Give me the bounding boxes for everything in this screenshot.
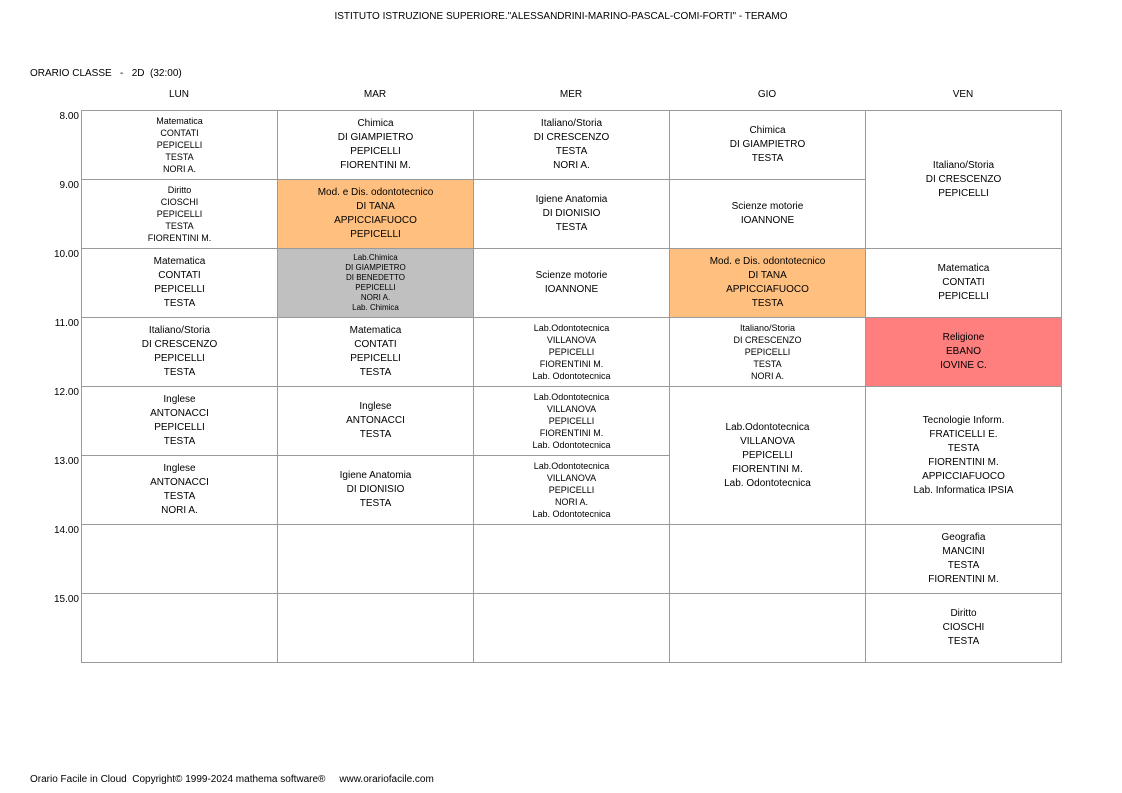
lesson-detail: PEPICELLI: [744, 347, 791, 357]
subject-label: Lab.Odontotecnica: [725, 421, 810, 433]
empty-cell-gio: [669, 524, 866, 594]
empty-cell-mar: [277, 593, 474, 663]
time-label: 12.00: [53, 387, 79, 398]
lesson-cell-mar: [277, 179, 474, 249]
lesson-cell-ven: [865, 248, 1062, 318]
subject-label: Lab.Chimica: [353, 253, 398, 262]
lesson-detail: CONTATI: [354, 339, 397, 350]
lesson-detail: MANCINI: [942, 546, 985, 557]
lesson-detail: TESTA: [555, 222, 588, 233]
lesson-detail: VILLANOVA: [546, 473, 597, 483]
lesson-detail: VILLANOVA: [740, 435, 795, 447]
lesson-cell-mar: [277, 386, 474, 456]
lesson-detail: TESTA: [163, 367, 196, 378]
subject-label: Diritto: [950, 608, 977, 619]
time-label: 9.00: [59, 180, 79, 191]
lesson-cell-ven: [865, 317, 1062, 387]
lesson-detail: DI CRESCENZO: [533, 132, 610, 143]
lesson-detail: FIORENTINI M.: [732, 463, 803, 475]
lesson-detail: PEPICELLI: [350, 353, 401, 364]
subject-label: Italiano/Storia: [148, 325, 211, 336]
empty-cell-lun: [81, 593, 278, 663]
lesson-detail: CONTATI: [158, 270, 201, 281]
lesson-cell-gio: [669, 179, 866, 249]
subject-label: Matematica: [349, 325, 402, 336]
lesson-detail: IOVINE C.: [940, 360, 987, 371]
lesson-detail: IOANNONE: [740, 215, 795, 226]
lesson-detail: APPICCIAFUOCO: [726, 284, 809, 295]
subject-label: Diritto: [167, 185, 192, 195]
lesson-cell-gio: [669, 110, 866, 180]
lesson-detail: EBANO: [945, 346, 981, 357]
lesson-detail: VILLANOVA: [546, 404, 597, 414]
subject-label: Scienze motorie: [535, 270, 608, 281]
empty-cell-mer: [473, 524, 670, 594]
empty-cell-gio: [669, 593, 866, 663]
lesson-detail: PEPICELLI: [548, 416, 595, 426]
subject-label: Chimica: [357, 118, 394, 129]
lesson-detail: DI GIAMPIETRO: [345, 263, 406, 272]
lesson-detail: TESTA: [163, 298, 196, 309]
lesson-detail: FIORENTINI M.: [147, 233, 212, 243]
lesson-detail: PEPICELLI: [938, 291, 989, 302]
day-label-ven: VEN: [952, 89, 974, 100]
subject-label: Matematica: [156, 116, 203, 126]
time-label: 8.00: [59, 111, 79, 122]
lesson-detail: NORI A.: [553, 160, 590, 171]
subject-label: Italiano/Storia: [540, 118, 603, 129]
lesson-detail: TESTA: [359, 429, 392, 440]
lesson-detail: APPICCIAFUOCO: [922, 470, 1005, 482]
class-label: ORARIO CLASSE - 2D (32:00): [30, 68, 182, 79]
lesson-cell-gio: [669, 248, 866, 318]
subject-label: Tecnologie Inform.: [922, 414, 1005, 426]
lesson-cell-lun: [81, 317, 278, 387]
lesson-cell-mar: [277, 110, 474, 180]
day-label-mer: MER: [559, 89, 583, 100]
lesson-detail: TESTA: [163, 491, 196, 502]
lesson-detail: PEPICELLI: [350, 229, 401, 240]
lesson-detail: TESTA: [359, 498, 392, 509]
lesson-detail: DI BENEDETTO: [346, 273, 405, 282]
lesson-detail: TESTA: [947, 560, 980, 571]
lesson-detail: DI TANA: [748, 270, 787, 281]
lesson-detail: PEPICELLI: [938, 187, 989, 199]
subject-label: Chimica: [749, 125, 786, 136]
lesson-detail: DI GIAMPIETRO: [337, 132, 414, 143]
lesson-cell-lun: [81, 386, 278, 456]
time-label: 10.00: [53, 249, 79, 260]
lesson-cell-lun: [81, 110, 278, 180]
subject-label: Igiene Anatomia: [339, 470, 412, 481]
lesson-detail: FIORENTINI M.: [539, 428, 604, 438]
lesson-detail: CONTATI: [160, 128, 199, 138]
lesson-detail: Lab. Odontotecnica: [532, 371, 611, 381]
lesson-detail: NORI A.: [360, 293, 391, 302]
lesson-detail: PEPICELLI: [355, 283, 396, 292]
lesson-cell-mar: [277, 317, 474, 387]
lesson-detail: DI GIAMPIETRO: [729, 139, 806, 150]
lesson-detail: FIORENTINI M.: [539, 359, 604, 369]
subject-label: Mod. e Dis. odontotecnico: [317, 187, 434, 198]
day-label-mar: MAR: [363, 89, 387, 100]
lesson-detail: TESTA: [555, 146, 588, 157]
subject-label: Mod. e Dis. odontotecnico: [709, 256, 826, 267]
time-label: 15.00: [53, 594, 79, 605]
lesson-cell-mer: [473, 317, 670, 387]
lesson-detail: ANTONACCI: [150, 477, 209, 488]
lesson-cell-ven: [865, 593, 1062, 663]
lesson-detail: TESTA: [165, 221, 194, 231]
lesson-cell-lun: [81, 455, 278, 525]
lesson-detail: TESTA: [163, 436, 196, 447]
time-label: 11.00: [54, 318, 79, 329]
lesson-cell-mer: [473, 386, 670, 456]
footer-copyright: Orario Facile in Cloud Copyright© 1999-2024 mathema software® www.orariofacile.com: [30, 774, 434, 785]
lesson-detail: PEPICELLI: [350, 146, 401, 157]
lesson-detail: DI CRESCENZO: [141, 339, 218, 350]
lesson-detail: PEPICELLI: [154, 284, 205, 295]
lesson-detail: DI CRESCENZO: [925, 173, 1002, 185]
subject-label: Igiene Anatomia: [535, 194, 608, 205]
lesson-cell-mar: [277, 248, 474, 318]
lesson-cell-ven: [865, 110, 1062, 249]
lesson-detail: TESTA: [751, 298, 784, 309]
lesson-detail: DI DIONISIO: [542, 208, 601, 219]
lesson-detail: VILLANOVA: [546, 335, 597, 345]
lesson-detail: Lab. Odontotecnica: [532, 509, 611, 519]
lesson-detail: NORI A.: [554, 497, 588, 507]
day-label-lun: LUN: [168, 89, 189, 100]
lesson-detail: PEPICELLI: [154, 422, 205, 433]
empty-cell-lun: [81, 524, 278, 594]
lesson-detail: CIOSCHI: [942, 622, 985, 633]
lesson-cell-mer: [473, 248, 670, 318]
lesson-detail: FIORENTINI M.: [340, 160, 411, 171]
lesson-detail: NORI A.: [161, 505, 198, 516]
lesson-detail: CONTATI: [942, 277, 985, 288]
lesson-cell-ven: [865, 386, 1062, 525]
subject-label: Lab.Odontotecnica: [533, 323, 610, 333]
lesson-detail: FIORENTINI M.: [928, 574, 999, 585]
subject-label: Inglese: [359, 401, 392, 412]
time-label: 13.00: [53, 456, 79, 467]
lesson-cell-lun: [81, 248, 278, 318]
lesson-detail: NORI A.: [750, 371, 784, 381]
lesson-detail: NORI A.: [162, 164, 196, 174]
subject-label: Geografia: [941, 532, 986, 543]
subject-label: Inglese: [163, 463, 196, 474]
lesson-cell-mer: [473, 455, 670, 525]
school-title: ISTITUTO ISTRUZIONE SUPERIORE."ALESSANDRINI-MARINO-PASCAL-COMI-FORTI" - TERAMO: [334, 11, 788, 22]
lesson-detail: Lab. Chimica: [352, 303, 399, 312]
lesson-cell-lun: [81, 179, 278, 249]
lesson-detail: PEPICELLI: [548, 347, 595, 357]
lesson-cell-mer: [473, 179, 670, 249]
lesson-detail: PEPICELLI: [156, 209, 203, 219]
subject-label: Matematica: [937, 263, 990, 274]
lesson-detail: DI CRESCENZO: [733, 335, 802, 345]
lesson-detail: PEPICELLI: [742, 449, 793, 461]
lesson-detail: CIOSCHI: [160, 197, 199, 207]
empty-cell-mer: [473, 593, 670, 663]
subject-label: Italiano/Storia: [739, 323, 796, 333]
empty-cell-mar: [277, 524, 474, 594]
day-label-gio: GIO: [757, 89, 777, 100]
lesson-detail: ANTONACCI: [150, 408, 209, 419]
subject-label: Scienze motorie: [731, 201, 804, 212]
lesson-detail: FRATICELLI E.: [929, 428, 998, 440]
lesson-cell-mar: [277, 455, 474, 525]
lesson-detail: FIORENTINI M.: [928, 456, 999, 468]
subject-label: Inglese: [163, 394, 196, 405]
lesson-detail: PEPICELLI: [154, 353, 205, 364]
lesson-detail: PEPICELLI: [548, 485, 595, 495]
lesson-cell-gio: [669, 317, 866, 387]
subject-label: Lab.Odontotecnica: [533, 461, 610, 471]
lesson-detail: TESTA: [947, 442, 980, 454]
lesson-detail: DI TANA: [356, 201, 395, 212]
lesson-detail: ANTONACCI: [346, 415, 405, 426]
lesson-detail: DI DIONISIO: [346, 484, 405, 495]
subject-label: Religione: [942, 332, 985, 343]
subject-label: Lab.Odontotecnica: [533, 392, 610, 402]
lesson-cell-mer: [473, 110, 670, 180]
lesson-detail: TESTA: [947, 636, 980, 647]
lesson-detail: APPICCIAFUOCO: [334, 215, 417, 226]
time-label: 14.00: [53, 525, 79, 536]
lesson-cell-gio: [669, 386, 866, 525]
subject-label: Italiano/Storia: [932, 159, 995, 171]
subject-label: Matematica: [153, 256, 206, 267]
lesson-detail: IOANNONE: [544, 284, 599, 295]
lesson-detail: TESTA: [751, 153, 784, 164]
lesson-detail: Lab. Odontotecnica: [532, 440, 611, 450]
lesson-cell-ven: [865, 524, 1062, 594]
lesson-detail: TESTA: [359, 367, 392, 378]
lesson-detail: TESTA: [165, 152, 194, 162]
lesson-detail: PEPICELLI: [156, 140, 203, 150]
lesson-detail: TESTA: [753, 359, 782, 369]
lesson-detail: Lab. Informatica IPSIA: [913, 484, 1014, 496]
lesson-detail: Lab. Odontotecnica: [724, 477, 811, 489]
